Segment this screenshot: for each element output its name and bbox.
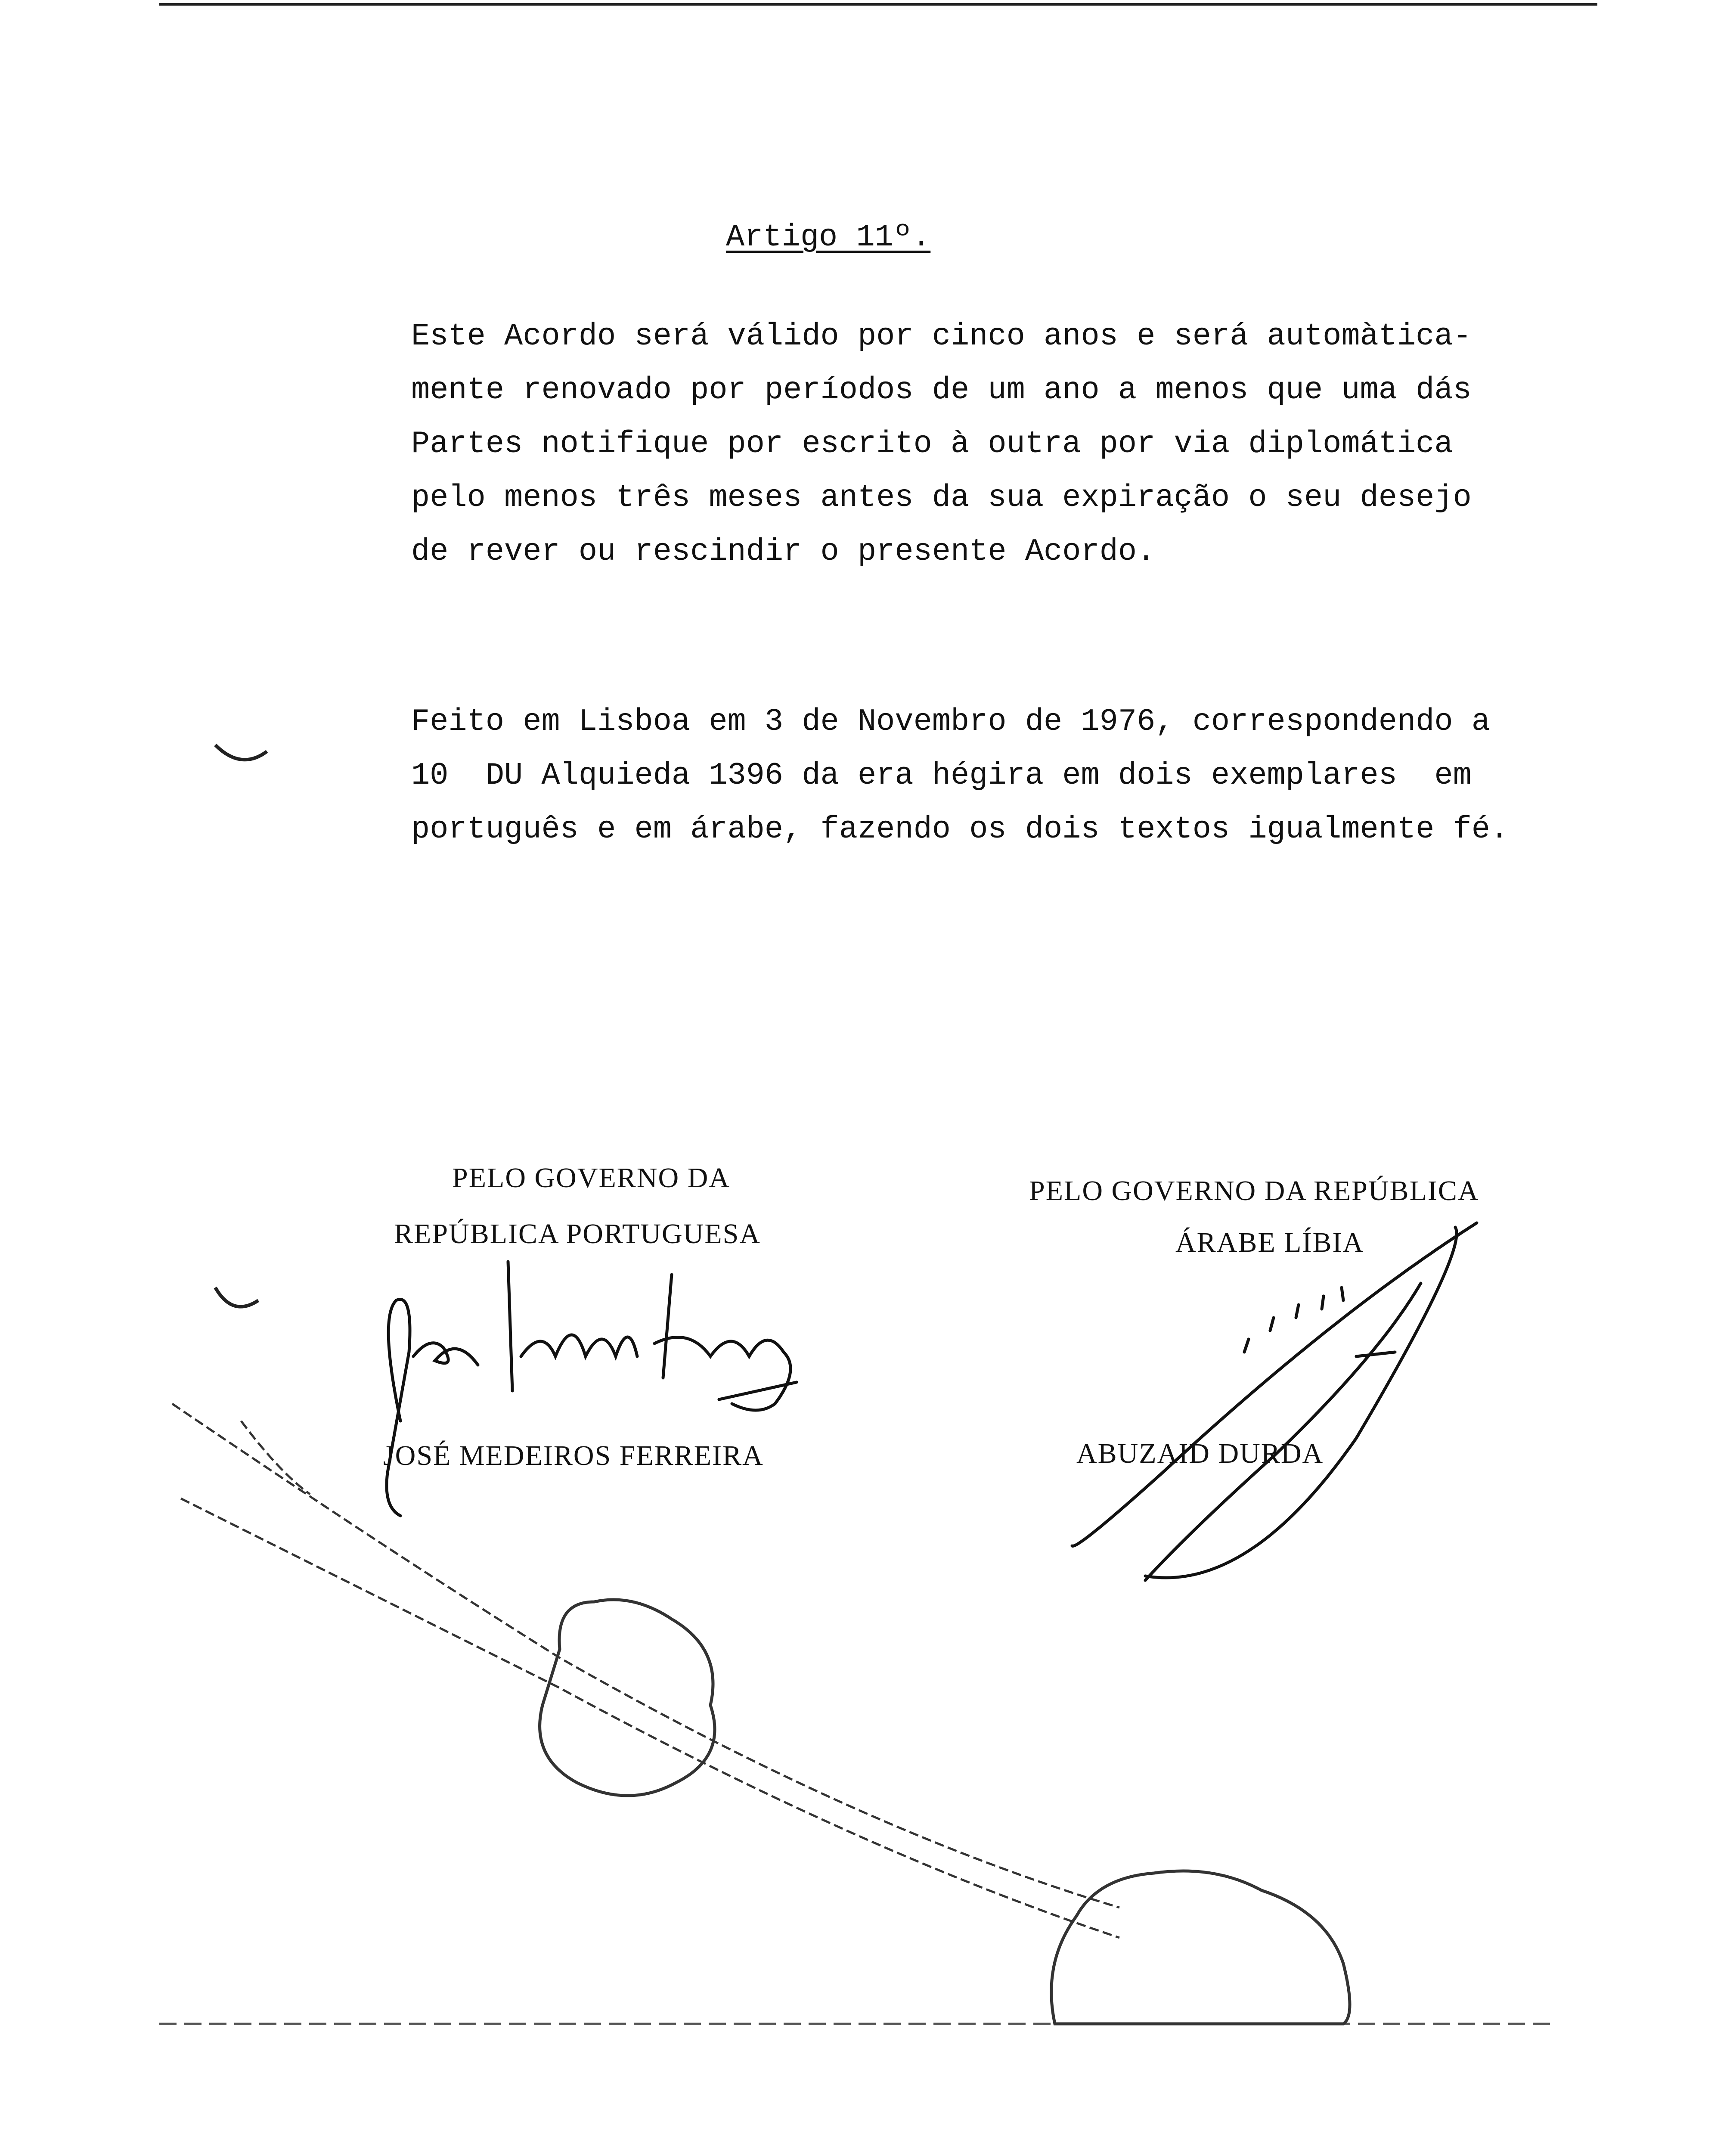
left-signatory-name: JOSÉ MEDEIROS FERREIRA <box>383 1440 764 1471</box>
paragraph-line: 10 DU Alquieda 1396 da era hégira em dois exemplares em <box>411 758 1472 793</box>
right-signatory-line2: ÁRABE LÍBIA <box>1175 1227 1364 1258</box>
wax-seal-left <box>540 1600 715 1796</box>
validity-paragraph <box>411 321 1472 590</box>
signing-paragraph <box>411 706 1509 868</box>
signature-right <box>1072 1223 1477 1580</box>
paragraph-line: Este Acordo será válido por cinco anos e será automàtica- <box>411 319 1472 354</box>
paragraph-line: português e em árabe, fazendo os dois textos igualmente fé. <box>411 812 1509 847</box>
right-signatory-line1: PELO GOVERNO DA REPÚBLICA <box>1029 1175 1479 1207</box>
right-signatory-name: ABUZAID DURDA <box>1076 1438 1324 1469</box>
paragraph-line: de rever ou rescindir o presente Acordo. <box>411 534 1156 569</box>
wax-seal-right <box>1051 1871 1350 2024</box>
left-signatory-line2: REPÚBLICA PORTUGUESA <box>394 1218 761 1250</box>
punch-holes <box>215 745 267 1307</box>
signature-left <box>387 1262 797 1516</box>
article-title: Artigo 11º. <box>726 220 931 255</box>
paragraph-line: pelo menos três meses antes da sua expiração o seu desejo <box>411 480 1472 515</box>
wax-seals <box>540 1600 1350 2024</box>
left-signatory-line1: PELO GOVERNO DA <box>452 1162 730 1194</box>
paragraph-line: Feito em Lisboa em 3 de Novembro de 1976, correspondendo a <box>411 704 1491 739</box>
seal-ribbon <box>172 1404 1119 1938</box>
paragraph-line: Partes notifique por escrito à outra por via diplomática <box>411 426 1453 462</box>
paragraph-line: mente renovado por períodos de um ano a menos que uma dás <box>411 372 1472 408</box>
